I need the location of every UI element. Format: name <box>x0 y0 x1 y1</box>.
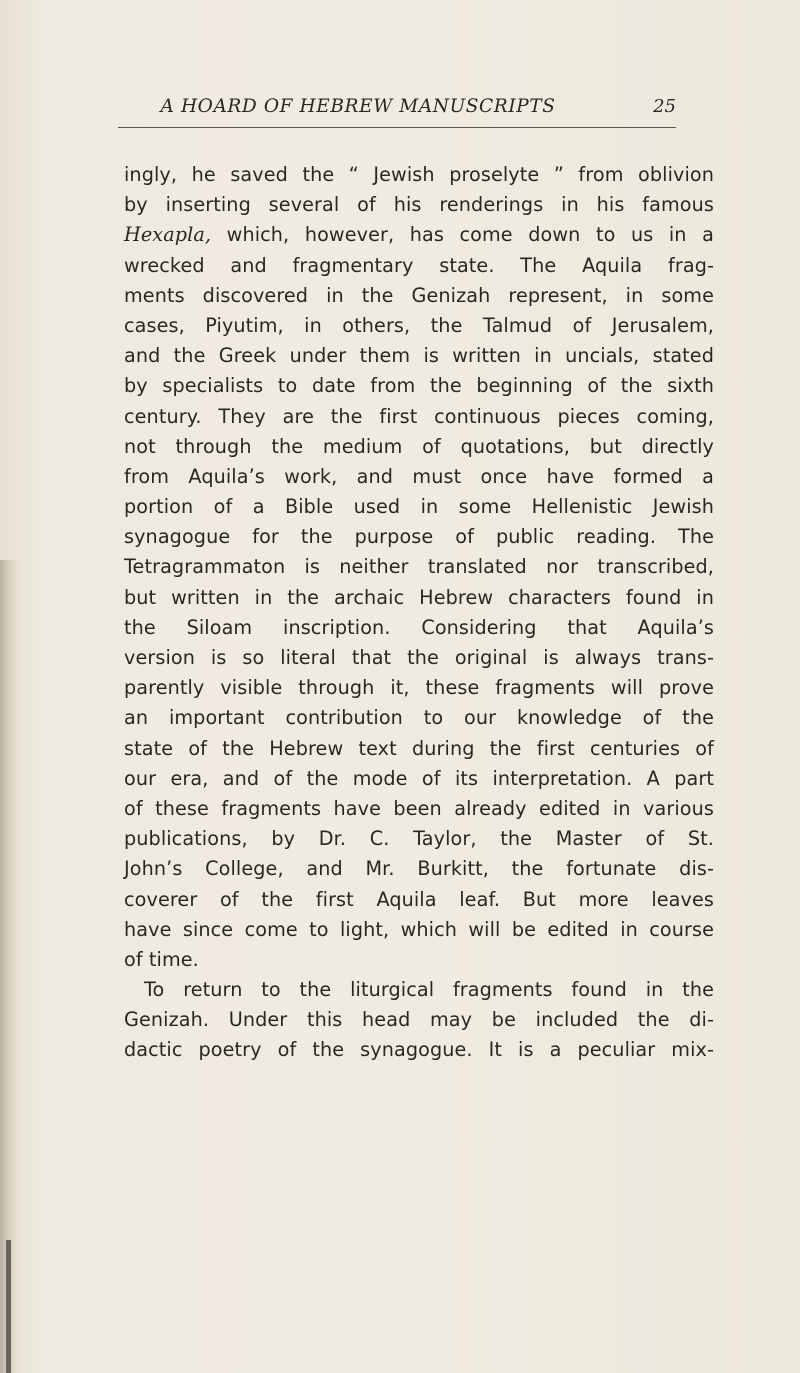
text-line: our era, and of the mode of its interpretation. A part <box>124 766 714 790</box>
text-line: ingly, he saved the “ Jewish proselyte ” from oblivion <box>124 163 714 186</box>
text-line: ments discovered in the Genizah represent, in some <box>124 283 714 307</box>
text-line: parently visible through it, these fragments will prove <box>124 676 714 700</box>
body-text <box>124 160 714 1066</box>
text-line: state of the Hebrew text during the first centuries of <box>124 736 714 760</box>
text-line: by inserting several of his renderings in his famous <box>124 193 714 217</box>
text-line: To return to the liturgical fragments found in the <box>144 978 714 1002</box>
text-line: of time. <box>124 947 199 971</box>
text-line: synagogue for the purpose of public reading. The <box>124 525 714 549</box>
text-line: John’s College, and Mr. Burkitt, the fortunate dis- <box>124 857 714 881</box>
italic-title-hexapla: Hexapla, <box>124 223 212 247</box>
text-line: cases, Piyutim, in others, the Talmud of Jerusalem, <box>124 313 714 337</box>
text-line: Genizah. Under this head may be included the di- <box>124 1008 714 1032</box>
running-head <box>118 96 678 126</box>
text-line: version is so literal that the original is always trans- <box>124 646 714 669</box>
text-line: dactic poetry of the synagogue. It is a peculiar mix- <box>124 1038 714 1062</box>
text-line: the Siloam inscription. Considering that Aquila’s <box>124 615 714 639</box>
text-line <box>124 220 714 250</box>
text-line: wrecked and fragmentary state. The Aquila frag- <box>124 253 714 277</box>
binding-edge <box>6 1240 11 1373</box>
text-line: have since come to light, which will be edited in course <box>124 917 714 941</box>
text-line: portion of a Bible used in some Hellenistic Jewish <box>124 495 714 519</box>
text-line: coverer of the first Aquila leaf. But more leaves <box>124 887 714 911</box>
text-line: by specialists to date from the beginning of the sixth <box>124 374 714 398</box>
running-head-title: A HOARD OF HEBREW MANUSCRIPTS <box>160 96 556 117</box>
text-line: and the Greek under them is written in uncials, stated <box>124 344 714 368</box>
text-line: of these fragments have been already edited in various <box>124 796 714 820</box>
header-rule <box>118 127 676 128</box>
text-line: not through the medium of quotations, but directly <box>124 434 714 458</box>
text-line-rest: which, however, has come down to us in a <box>211 223 714 247</box>
text-line: from Aquila’s work, and must once have formed a <box>124 464 714 488</box>
text-line: publications, by Dr. C. Taylor, the Master of St. <box>124 827 714 851</box>
text-line: an important contribution to our knowledge of the <box>124 706 714 730</box>
page-number: 25 <box>653 96 676 117</box>
text-line: but written in the archaic Hebrew characters found in <box>124 585 714 609</box>
text-line: Tetragrammaton is neither translated nor transcribed, <box>124 555 714 579</box>
text-line: century. They are the first continuous pieces coming, <box>124 404 714 428</box>
